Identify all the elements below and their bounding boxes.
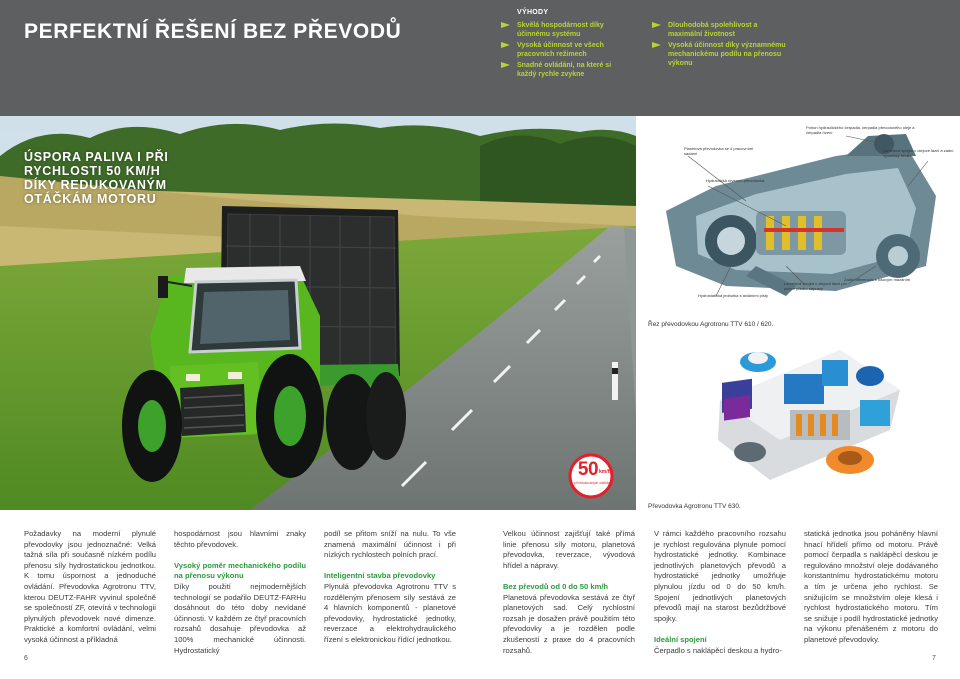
text-column-5: [654, 529, 786, 667]
tractor-photo: [0, 116, 636, 510]
advantages-list-left: [501, 21, 631, 81]
paragraph: Plynulá převodovka Agrotronu TTV s rozděleným přenosem síly sestává ze 4 hlavních komponentů - planetové převodovky, hydrostatické jednotky, reverzace a elektrohydraulického řízení s elektronickou řídící jednotkou.: [324, 581, 456, 644]
photo-headline: ÚSPORA PALIVA I PŘI RYCHLOSTI 50 KM/H DÍKY REDUKOVANÝM OTÁČKÁM MOTORU: [24, 150, 169, 206]
header-band: [0, 0, 960, 116]
text-column-4: [503, 529, 635, 667]
transmission-cutaway-diagram: [636, 116, 960, 326]
callout-diferencial: Zadní diferenciál s lokovým mazáním: [844, 277, 911, 282]
paragraph: hospodárnost jsou hlavními znaky těchto převodovek.: [174, 529, 306, 549]
callout-planetova: Planetová převodovka se 4 pracovními sadami: [684, 146, 753, 156]
advantage-item: Skvělá hospodárnost díky účinnému systému: [501, 21, 631, 39]
arrow-bullet-icon: [501, 42, 510, 48]
page-number-right: 7: [932, 655, 936, 662]
section-heading: Ideální spojení: [654, 634, 707, 644]
paragraph: podíl se přitom sníží na nulu. To vše znamená maximální účinnost i při nízkých rychlostech polních prací.: [324, 529, 456, 560]
paragraph: Požadavky na moderní plynulé převodovky jsou jednoznačné: Velká tažná síla při současně nízkém podílu přenosu síly hydrostatickou jednotkou. K tomu úspornost a jednoduché ovládání. Převodovka Agrotronu TTV, kterou DEUTZ-FAHR vyvinul společně se společností ZF, otevírá v technologii plynulých převodovek nové dimenze. Praktické a komfortní ovládání, velmi vysoká účinnost a příkladná: [24, 529, 156, 644]
text-column-6: [804, 529, 938, 656]
speed-badge-number: 50: [577, 459, 599, 480]
paragraph: V rámci každého pracovního rozsahu je rychlost regulována plynule pomocí hydrostatické jednotky. Kombinace jednotlivých planetových převodů a hydrostatické jednotky umožňuje plynulou jízdu od 0 do 50 km/h. Spojení jednotlivých planetových převodů mají na starost bezůdržbové spojky.: [654, 529, 786, 623]
advantages-title: VÝHODY: [517, 9, 549, 16]
advantage-item: Vysoká účinnost ve všech pracovních režimech: [501, 41, 631, 59]
arrow-bullet-icon: [501, 62, 510, 68]
section-heading: Bez převodů od 0 do 50 km/h: [503, 581, 609, 591]
transmission-3d-illustration: [700, 340, 910, 500]
transmission-3d-diagram: [700, 340, 910, 500]
paragraph: Velkou účinnost zajišťují také přímá linie přenosu síly motoru, planetová převodovka, reverzace, vývodová hřídel a nápravy.: [503, 529, 635, 570]
caption-cutaway: Řez převodovkou Agrotronu TTV 610 / 620.: [648, 321, 774, 328]
speed-badge-subtext: při redukovaných otáčkách: [574, 481, 612, 485]
caption-3d: Převodovka Agrotronu TTV 630.: [648, 503, 741, 510]
advantage-item: Snadné ovládání, na které si každý rychle zvykne: [501, 61, 621, 79]
advantage-item: Vysoká účinnost díky významnému mechanickému podílu na přenosu výkonu: [652, 41, 792, 69]
arrow-bullet-icon: [652, 42, 661, 48]
paragraph: statická jednotka jsou poháněny hlavní hnací hřídelí přímo od motoru. Právě pomocí čerpadla s naklápěcí deskou je regulováno množství oleje dodávaného konstantnímu hydrostatickému motoru a tím je určena jeho rychlost. Se snižujícím se množstvím oleje klesá i rychlost hydrostatického motoru. Tím se snižuje i podíl hydrostatické jednotky na výkonu přenášeném z motoru do planetové převodovky.: [804, 529, 938, 644]
callout-lamelova-zadni: Lamelová spojka v olejové lázni a zadní vývodový hřídel: [883, 148, 954, 158]
text-column-3: [324, 529, 456, 656]
page-title: PERFEKTNÍ ŘEŠENÍ BEZ PŘEVODŮ: [24, 20, 402, 43]
arrow-bullet-icon: [501, 22, 510, 28]
paragraph: Čerpadlo s naklápěcí deskou a hydro-: [654, 645, 782, 655]
arrow-bullet-icon: [652, 22, 661, 28]
callout-reverzace: Hydraulická reverzní převodovka: [706, 178, 765, 183]
speed-badge-unit: km/h: [599, 469, 611, 475]
paragraph: Planetová převodovka sestává ze čtyř planetových sad. Celý rychlostní rozsah je dosažen právě použitím této převodovky a je rozdělen podle zkušeností z praxe do 4 pracovních rozsahů.: [503, 592, 635, 655]
callout-hydrostaticka: Hydrostatická jednotka s axiálními písty: [698, 293, 769, 298]
text-column-2: [174, 529, 306, 667]
paragraph: Díky použití nejmodernějších technologií se podařilo DEUTZ-FARHu dosáhnout do této doby nevídané účinnosti. V každém ze čtyř pracovních rozsahů dosahuje převodovka až 100% mechanické účinnosti. Hydrostatický: [174, 581, 306, 655]
page-number-left: 6: [24, 655, 28, 662]
section-heading: Vysoký poměr mechanického podílu na přenosu výkonu: [174, 560, 306, 581]
callout-pohon: Pohon hydraulického čerpadla, čerpadla převodového oleje a čerpadla řízení: [806, 125, 915, 135]
text-column-1: [24, 529, 156, 656]
callout-lamelova-predni: Lamelová spojka v olejové lázni pro pohon přední nápravy: [784, 281, 848, 291]
advantages-list-right: [652, 21, 792, 70]
section-heading: Inteligentní stavba převodovky: [324, 571, 436, 581]
advantage-item: Dlouhodobá spolehlivost a maximální životnost: [652, 21, 762, 39]
speed-badge: [568, 453, 618, 503]
